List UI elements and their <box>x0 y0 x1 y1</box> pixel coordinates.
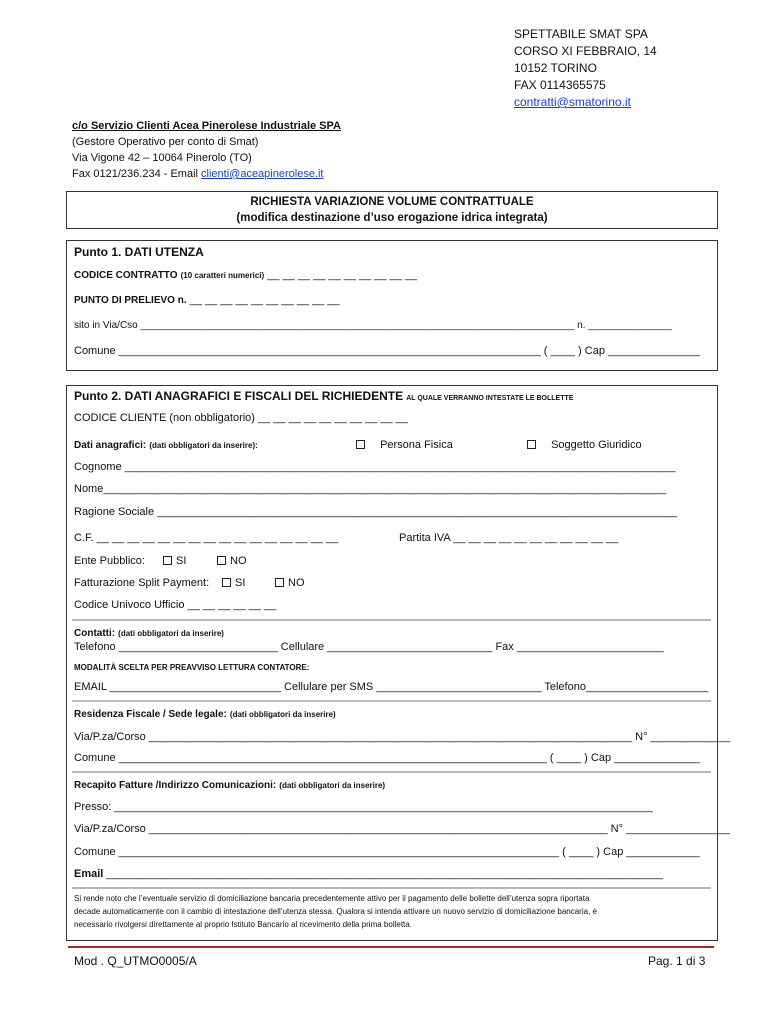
split-payment-si-checkbox[interactable] <box>222 578 231 587</box>
section-divider <box>72 771 711 773</box>
split-payment-no[interactable] <box>275 577 305 589</box>
cognome-field[interactable]: Cognome __________________________________________________________________________________________ <box>74 461 676 473</box>
care-of-line: (Gestore Operativo per conto di Smat) <box>72 136 259 148</box>
soggetto-giuridico-checkbox[interactable] <box>527 440 536 449</box>
punto2-heading: Punto 2. DATI ANAGRAFICI E FISCALI DEL RICHIEDENTE <box>74 389 404 403</box>
residenza-via-field[interactable]: Via/P.za/Corso _______________________________________________________________________________ N° _____________ <box>74 731 731 743</box>
care-of-fax: Fax 0121/236.234 - Email <box>72 168 202 180</box>
codice-cliente-field[interactable]: CODICE CLIENTE (non obbligatorio) __ __ __ __ __ __ __ __ __ __ <box>74 412 408 424</box>
punto2-heading-row <box>74 389 573 403</box>
recipient-address <box>514 26 657 111</box>
split-payment-row <box>74 577 209 589</box>
recipient-email-link[interactable]: contratti@smatorino.it <box>514 95 631 109</box>
punto2-heading-note: AL QUALE VERRANNO INTESTATE LE BOLLETTE <box>406 395 574 402</box>
care-of-block <box>72 118 341 182</box>
split-payment-no-label: NO <box>288 577 305 589</box>
residenza-comune-field[interactable]: Comune ______________________________________________________________________ ( ____ ) Cap ______________ <box>74 752 700 764</box>
form-title: RICHIESTA VARIAZIONE VOLUME CONTRATTUALE <box>250 196 534 208</box>
recapito-row <box>74 779 385 791</box>
soggetto-giuridico-label: Soggetto Giuridico <box>551 439 642 451</box>
ente-pubblico-label: Ente Pubblico: <box>74 555 145 567</box>
section-divider <box>72 619 711 621</box>
soggetto-giuridico-option[interactable] <box>527 439 642 451</box>
ente-pubblico-no-checkbox[interactable] <box>217 556 226 565</box>
partita-iva-field[interactable]: Partita IVA __ __ __ __ __ __ __ __ __ __ __ <box>399 532 619 544</box>
codice-contratto-note: (10 caratteri numerici) <box>180 271 265 280</box>
recapito-comune-field[interactable]: Comune ________________________________________________________________________ ( ____ ) Cap ____________ <box>74 846 700 858</box>
residenza-row <box>74 708 336 720</box>
recapito-label: Recapito Fatture /Indirizzo Comunicazioni: <box>74 780 277 791</box>
form-code: Mod . Q_UTMO0005/A <box>74 954 197 968</box>
presso-field[interactable]: Presso: ________________________________________________________________________________________ <box>74 801 653 813</box>
dati-anagrafici-row <box>74 439 258 451</box>
ente-pubblico-no[interactable] <box>217 555 247 567</box>
form-subtitle: (modifica destinazione d’uso erogazione idrica integrata) <box>236 212 548 224</box>
email-sms-telefono-field[interactable]: EMAIL ____________________________ Cellulare per SMS ___________________________ Telefono____________________ <box>74 681 709 693</box>
section-divider <box>72 887 711 889</box>
recipient-line: SPETTABILE SMAT SPA <box>514 27 648 41</box>
note-line: decade automaticamente con il cambio di intestazione dell’utenza stessa. Qualora si intenda attivare un nuovo servizio di domiciliazione bancaria, è <box>74 907 597 916</box>
comune-field[interactable]: Comune _____________________________________________________________________ ( ____ ) Cap _______________ <box>74 345 700 357</box>
nome-field[interactable]: Nome____________________________________________________________________________________________ <box>74 483 667 495</box>
codice-contratto-field[interactable]: __ __ __ __ __ __ __ __ __ __ <box>267 269 418 281</box>
section-divider <box>72 700 711 702</box>
punto1-heading: Punto 1. DATI UTENZA <box>74 245 204 259</box>
split-payment-no-checkbox[interactable] <box>275 578 284 587</box>
care-of-line: Via Vigone 42 – 10064 Pinerolo (TO) <box>72 152 252 164</box>
care-of-email-link[interactable]: clienti@aceapinerolese.it <box>201 168 324 180</box>
residenza-label: Residenza Fiscale / Sede legale: <box>74 709 227 720</box>
recapito-via-field[interactable]: Via/P.za/Corso ___________________________________________________________________________ N° _________________ <box>74 823 731 835</box>
recapito-email-label: Email <box>74 868 104 880</box>
recipient-fax: FAX 0114365575 <box>514 78 606 92</box>
contatti-row <box>74 627 224 639</box>
split-payment-si[interactable] <box>222 577 245 589</box>
punto-prelievo-row <box>74 294 340 306</box>
recapito-email-row <box>74 868 663 880</box>
persona-fisica-label: Persona Fisica <box>380 439 453 451</box>
footer-rule <box>68 946 714 948</box>
persona-fisica-checkbox[interactable] <box>356 440 365 449</box>
dati-anagrafici-label: Dati anagrafici: <box>74 440 147 451</box>
ente-pubblico-row <box>74 555 145 567</box>
codice-contratto-row <box>74 269 417 281</box>
ente-pubblico-si-checkbox[interactable] <box>163 556 172 565</box>
punto-prelievo-field[interactable]: __ __ __ __ __ __ __ __ __ __ <box>189 294 340 306</box>
recapito-email-field[interactable]: ___________________________________________________________________________________________ <box>106 868 664 880</box>
sito-field[interactable]: sito in Via/Cso ______________________________________________________________________________ n. _______________ <box>74 320 672 331</box>
split-payment-si-label: SI <box>235 577 246 589</box>
residenza-note: (dati obbligatori da inserire) <box>229 710 336 719</box>
codice-contratto-label: CODICE CONTRATTO <box>74 270 178 281</box>
split-payment-label: Fatturazione Split Payment: <box>74 577 210 589</box>
punto-prelievo-label: PUNTO DI PRELIEVO n. <box>74 295 187 306</box>
care-of-title: c/o Servizio Clienti Acea Pinerolese Industriale SPA <box>72 120 341 132</box>
ente-pubblico-si[interactable] <box>163 555 186 567</box>
recapito-note: (dati obbligatori da inserire) <box>279 781 386 790</box>
recipient-line: 10152 TORINO <box>514 61 597 75</box>
contatti-note: (dati obbligatori da inserire) <box>118 629 224 638</box>
telefono-cellulare-fax-field[interactable]: Telefono __________________________ Cellulare ___________________________ Fax ________________________ <box>74 641 664 653</box>
ente-pubblico-si-label: SI <box>176 555 187 567</box>
contatti-label: Contatti: <box>74 628 116 639</box>
recipient-line: CORSO XI FEBBRAIO, 14 <box>514 44 657 58</box>
note-line: necessario rivolgersi direttamente al proprio Istituto Bancario al ricevimento della prima bolletta. <box>74 920 412 929</box>
ragione-sociale-field[interactable]: Ragione Sociale _____________________________________________________________________________________ <box>74 506 678 518</box>
persona-fisica-option[interactable] <box>356 439 453 451</box>
title-box <box>66 191 718 229</box>
cf-field[interactable]: C.F. __ __ __ __ __ __ __ __ __ __ __ __ __ __ __ __ <box>74 532 339 544</box>
page-number: Pag. 1 di 3 <box>648 954 706 968</box>
note-line: Si rende noto che l’eventuale servizio di domiciliazione bancaria precedentemente attivo per il pagamento delle bollette dell’utenza sopra riportata <box>74 894 590 903</box>
dati-anagrafici-note: (dati obbligatori da inserire): <box>149 441 258 450</box>
ente-pubblico-no-label: NO <box>230 555 247 567</box>
modalita-lettura-label: MODALITÀ SCELTA PER PREAVVISO LETTURA CONTATORE: <box>74 663 310 672</box>
codice-univoco-field[interactable]: Codice Univoco Ufficio __ __ __ __ __ __ <box>74 599 277 611</box>
